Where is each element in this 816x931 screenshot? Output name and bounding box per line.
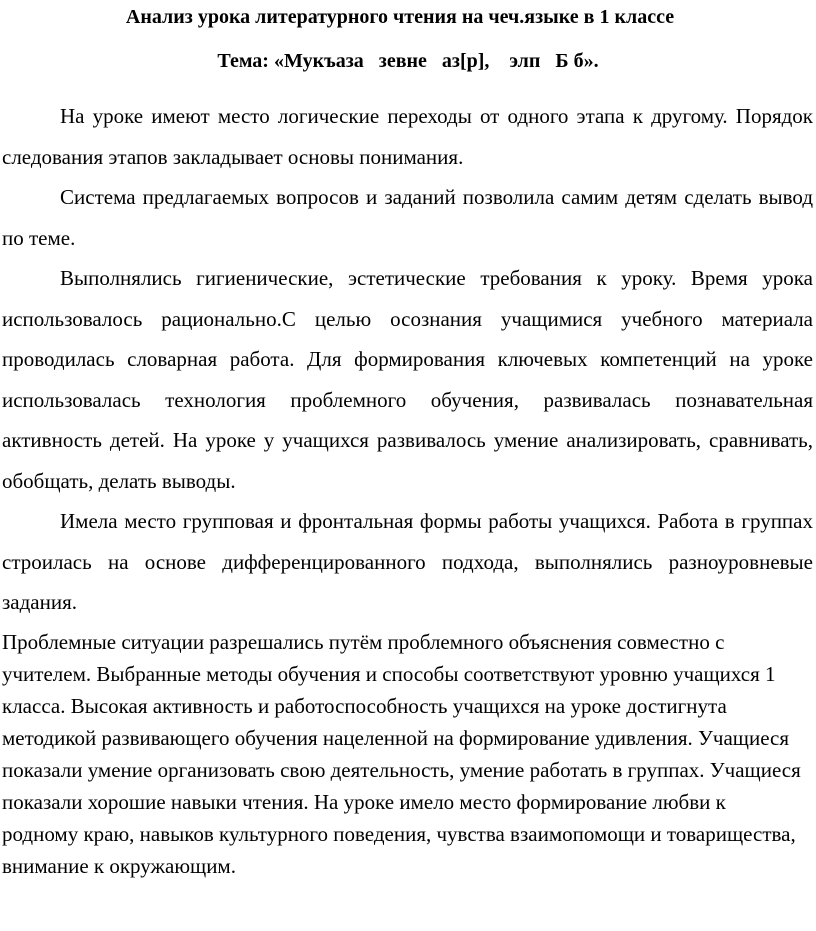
paragraph-requirements: Выполнялись гигиенические, эстетические требования к уроку. Время урока использовалось рационально.С целью осознания учащимися учебного материала проводилась словарная работа. Для формирования ключевых компетенций на уроке использовалась технология проблемного обучения, развивалась познавательная активность детей. На уроке у учащихся развивалось умение анализировать, сравнивать, обобщать, делать выводы. <box>2 266 813 493</box>
document-body <box>2 96 813 623</box>
document-subtitle: Тема: «Мукъаза зевне аз[р], элп Б б». <box>217 50 599 72</box>
paragraph-problem-situations: Проблемные ситуации разрешались путём проблемного объяснения совместно с учителем. Выбранные методы обучения и способы соответствуют уровню учащихся 1 класса. Высокая активность и работоспособность учащихся на уроке достигнута методикой развивающего обучения нацеленной на формирование удивления. Учащиеся показали умение организовать свою деятельность, умение работать в группах. Учащиеся показали хорошие навыки чтения. На уроке имело место формирование любви к родному краю, навыков культурного поведения, чувства взаимопомощи и товарищества, внимание к окружающим. <box>2 630 801 878</box>
document-title: Анализ урока литературного чтения на чеч.языке в 1 классе <box>125 6 675 28</box>
paragraph-transitions: На уроке имеют место логические переходы от одного этапа к другому. Порядок следования этапов закладывает основы понимания. <box>2 104 813 169</box>
paragraph-questions: Система предлагаемых вопросов и заданий позволила самим детям сделать вывод по теме. <box>2 185 813 250</box>
paragraph-group-work: Имела место групповая и фронтальная формы работы учащихся. Работа в группах строилась на основе дифференцированного подхода, выполнялись разноуровневые задания. <box>2 509 813 614</box>
